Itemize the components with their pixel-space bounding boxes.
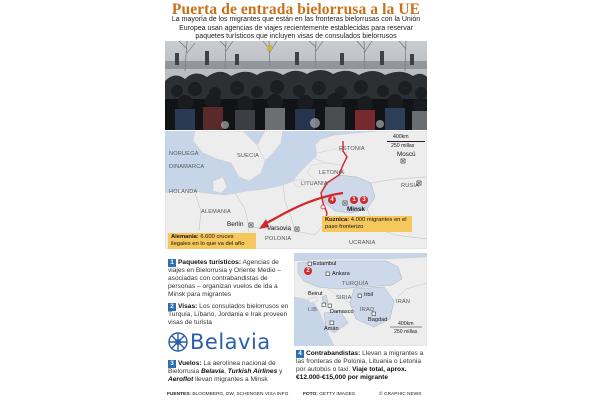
item-4-text: Llevan a migrantes a las fronteras de Polonia, Lituania o Letonia por autobús o taxi.	[296, 350, 424, 373]
belavia-ornament-icon	[167, 331, 189, 353]
kuznica-text: 4.000 migrantes en el paso fronterizo	[325, 217, 407, 230]
item-2-text: Los consulados bielorrusos en Turquía, Líbano, Jordania e Irak proveen visas de turista	[168, 303, 289, 326]
city-irbil: Irbil	[364, 292, 374, 298]
footer-credit: © GRAPHIC NEWS	[379, 392, 422, 397]
item-3	[168, 360, 292, 384]
label-turquia: TURQUÍA	[342, 281, 369, 287]
label-iraq: IRAQ	[360, 307, 375, 313]
scale-bar	[387, 141, 425, 142]
marker-2: 2	[304, 267, 312, 275]
label-suecia: SUECIA	[237, 153, 260, 159]
label-lib: LIB.	[308, 307, 319, 313]
page-title: Puerta de entrada bielorrusa a la UE	[171, 1, 421, 18]
label-estonia: ESTONIA	[339, 146, 365, 152]
footer-photo: FOTO: GETTY IMAGES	[303, 392, 356, 397]
label-alemania: ALEMANIA	[201, 209, 231, 215]
europe-map	[165, 131, 427, 249]
item-3-head: Vuelos:	[178, 360, 202, 367]
kuznica-callout	[322, 216, 412, 232]
footer-sources: FUENTES: BLOOMBERG, DW, SCHENGEN VISA INFO	[167, 392, 289, 397]
alemania-text: 6.600 cruces ilegales en lo que va del año	[171, 234, 245, 247]
item-3-sep: ,	[224, 368, 228, 375]
item-4	[296, 350, 426, 382]
city-estambul: Estambul	[313, 261, 337, 267]
label-dinamarca: DINAMARCA	[169, 164, 205, 170]
label-noruega: NORUEGA	[169, 151, 199, 157]
alemania-name: Alemania:	[171, 234, 199, 240]
city-minsk: Minsk	[347, 206, 365, 213]
item-4-number: 4	[296, 350, 304, 358]
city-beirut: Beirut	[308, 291, 323, 297]
item-2	[168, 303, 292, 327]
crowd-illustration	[165, 41, 427, 130]
label-polonia: POLONIA	[265, 236, 292, 242]
item-1-head: Paquetes turísticos:	[178, 259, 242, 266]
label-ucrania: UCRANIA	[349, 240, 376, 246]
item-2-number: 2	[168, 303, 176, 311]
airline-turkish: Turkish Airlines	[227, 368, 278, 375]
item-3-text-3: llevan migrantes a Minsk	[193, 376, 268, 383]
city-aman: Amán	[324, 326, 339, 332]
label-letonia: LETONIA	[319, 170, 345, 176]
city-damasco: Damasco	[330, 309, 354, 315]
info-blocks	[165, 253, 427, 389]
me-scale-mi: 250 millas	[394, 329, 418, 335]
item-2-head: Visas:	[178, 303, 198, 310]
belavia-logo	[167, 330, 292, 354]
border-crowd-photo	[165, 41, 427, 130]
middle-east-map	[294, 253, 427, 346]
city-ankara: Ankara	[332, 271, 350, 277]
label-rusia: RUSIA	[401, 183, 420, 189]
scale-km: 400km	[393, 134, 409, 140]
item-1	[168, 259, 292, 299]
label-lituania: LITUANIA	[301, 181, 328, 187]
item-4-head: Contrabandistas:	[306, 350, 361, 357]
label-iran: IRÁN	[396, 299, 411, 305]
item-3-text-1: La aerolínea nacional de Bielorrusia	[168, 360, 276, 375]
city-moscu: Moscú	[397, 151, 416, 158]
airline-aeroflot: Aeroflot	[168, 376, 194, 383]
item-1-text: Agencias de viajes en Bielorrusia y Oriente Medio – asociadas con contrabandistas de personas – organizan vuelos de ida a Minsk para migrantes	[168, 259, 281, 298]
marker-1: 1	[350, 196, 358, 204]
label-holanda: HOLANDA	[169, 189, 198, 195]
scale-mi: 250 millas	[391, 143, 415, 149]
item-1-number: 1	[168, 259, 176, 267]
infographic	[165, 0, 427, 400]
airline-belavia: Belavia	[200, 368, 225, 375]
alemania-callout	[168, 233, 256, 249]
item-4-total: Viaje total, aprox. €12.000-€15,000 por migrante	[296, 366, 407, 381]
me-scale-km: 400km	[398, 321, 414, 327]
city-varsovia: Varsovia	[267, 225, 292, 232]
city-bagdad: Bagdad	[368, 317, 388, 323]
marker-4: 4	[328, 196, 336, 204]
item-3-text-2: y	[277, 368, 283, 375]
item-3-number: 3	[168, 360, 176, 368]
label-siria: SIRIA	[336, 295, 352, 301]
kuznica-name: Kuznica:	[325, 217, 350, 223]
footer	[165, 391, 427, 400]
subtitle: La mayoría de los migrantes que están en las fronteras bielorrusas con la Unión Europea usan agencias de viajes recientemente establecidas para reservar paquetes turísticos que incluyen visas de consulados bielorrusos	[171, 16, 421, 41]
belavia-wordmark: Belavia	[190, 330, 271, 354]
city-berlin: Berlín	[227, 221, 244, 228]
marker-3: 3	[360, 196, 368, 204]
